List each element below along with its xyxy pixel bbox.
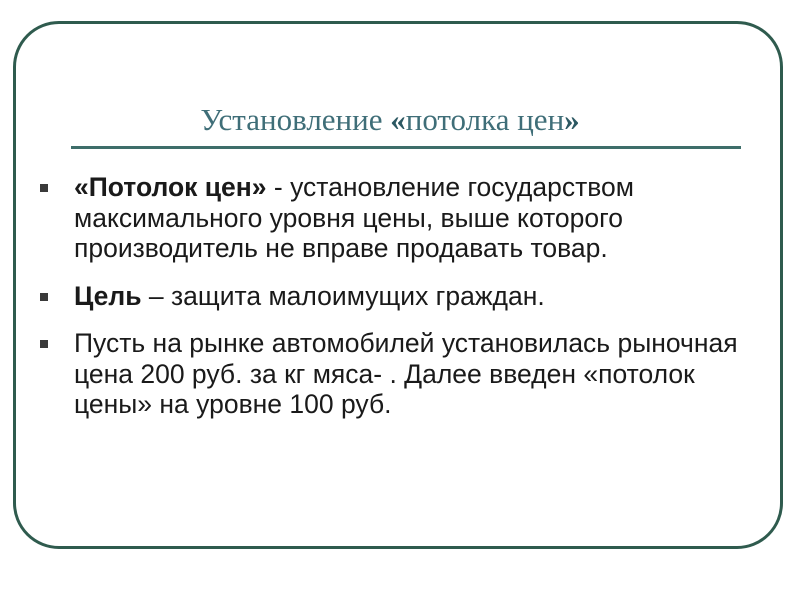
bullet-list [36, 172, 776, 437]
title-prefix: Установление [200, 102, 391, 137]
bullet-item [36, 172, 776, 264]
bullet-text: – защита малоимущих граждан. [141, 280, 545, 311]
bullet-icon [40, 293, 48, 301]
bullet-item [36, 281, 776, 312]
bullet-text: Пусть на рынке автомобилей установилась рыночная цена 200 руб. за кг мяса- . Далее введен «потолок цены» на уровне 100 руб. [74, 328, 738, 419]
bullet-icon [40, 340, 48, 348]
slide-title [40, 100, 740, 140]
bullet-bold-term: Цель [74, 280, 142, 311]
bullet-item [36, 328, 776, 420]
bullet-text: - установление государством максимального уровня цены, выше которого производитель не вправе продавать товар. [74, 172, 634, 263]
title-divider [71, 146, 741, 149]
bullet-icon [40, 184, 48, 192]
title-close-quote: » [564, 102, 580, 137]
title-open-quote: « [390, 102, 406, 137]
bullet-bold-term: «Потолок цен» [74, 172, 267, 202]
title-main: потолка цен [405, 102, 565, 137]
